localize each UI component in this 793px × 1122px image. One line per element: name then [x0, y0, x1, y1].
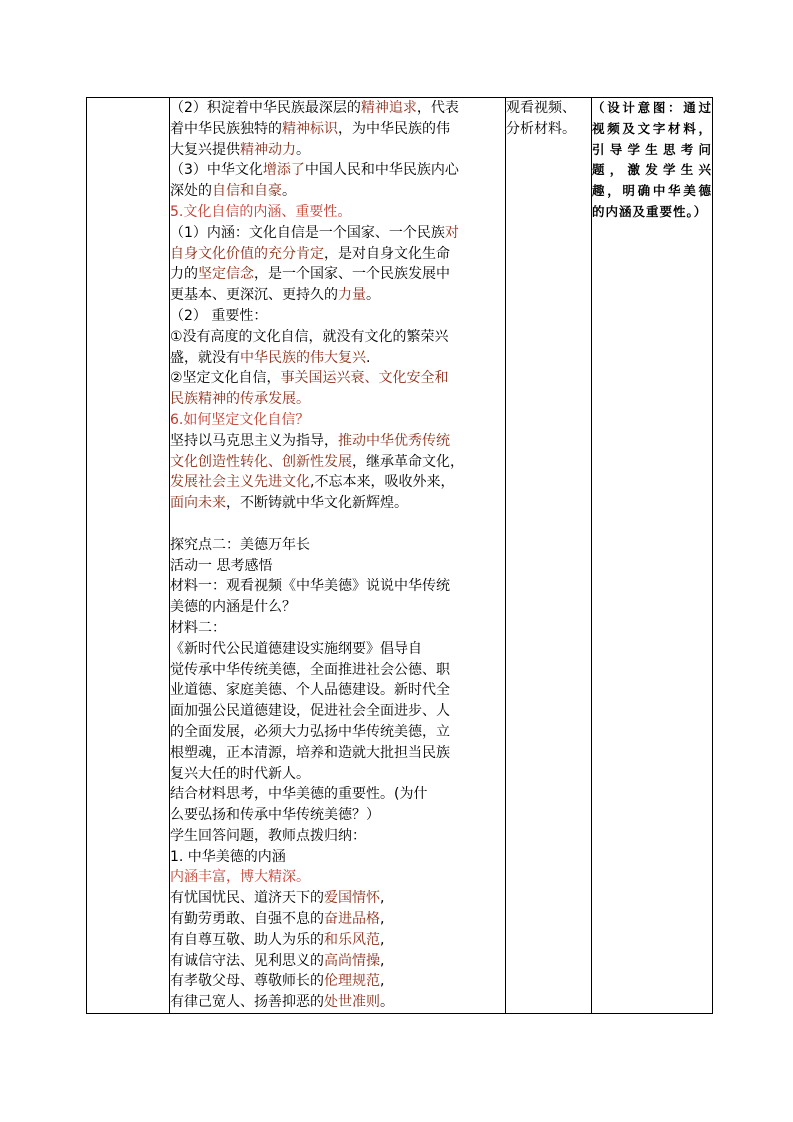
- content-text: 6.如何坚定文化自信？: [170, 411, 310, 428]
- content-text: 的全面发展，必须大力弘扬中华传统美德，立: [170, 723, 450, 740]
- content-line: [170, 847, 505, 868]
- content-text: （3）中华文化: [170, 162, 263, 179]
- content-text: 有忧国忧民、道济天下的: [170, 890, 324, 907]
- content-line: [170, 493, 505, 514]
- content-line: [170, 597, 505, 618]
- content-text: 深处的: [170, 183, 212, 200]
- content-line: [170, 368, 505, 389]
- content-text: 。: [282, 183, 296, 200]
- content-line: [170, 951, 505, 972]
- content-line: [170, 223, 505, 244]
- content-text: ，是一个国家、一个民族发展中: [254, 266, 450, 283]
- content-text: 美德的内涵是什么？: [170, 599, 296, 616]
- content-text: 处世准则: [324, 994, 380, 1011]
- content-line: [170, 556, 505, 577]
- content-text: 材料一：观看视频《中华美德》说说中华传统: [170, 578, 450, 595]
- content-text: 活动一 思考感悟: [170, 557, 273, 574]
- content-text: 精神追求: [360, 100, 417, 116]
- activity-line: 分析材料。: [506, 120, 576, 137]
- content-line: [170, 639, 505, 660]
- content-line: [170, 764, 505, 785]
- content-text: 更基本、更深沉、更持久的: [170, 287, 338, 304]
- content-text: ，代表: [416, 100, 459, 116]
- content-line: [170, 327, 505, 348]
- content-text: 《新时代公民道德建设实施纲要》倡导自: [170, 640, 422, 657]
- table-row: [87, 98, 713, 1014]
- content-line: [170, 930, 505, 951]
- content-text: 有勤劳勇敢、自强不息的: [170, 911, 324, 928]
- content-text: 推动中华优秀传统: [338, 432, 450, 449]
- content-text: 面加强公民道德建设，促进社会全面进步、人: [170, 703, 450, 720]
- content-text: 觉传承中华传统美德，全面推进社会公德、职: [170, 661, 450, 678]
- content-text: 自身文化价值的充分肯定: [170, 245, 324, 262]
- content-text: 精神动力: [240, 141, 296, 158]
- content-text: 着中华民族独特的: [170, 120, 282, 137]
- teaching-content-cell: [170, 98, 506, 1014]
- content-text: 事关国运兴衰、文化安全和: [280, 370, 449, 387]
- content-text: 复兴大任的时代新人。: [170, 765, 310, 782]
- content-text: 发展社会主义先进文化: [170, 474, 310, 491]
- content-line: [170, 909, 505, 930]
- content-line: [170, 867, 505, 888]
- content-text: ①没有高度的文化自信，就没有文化的繁荣兴: [170, 328, 449, 345]
- content-line: [170, 660, 505, 681]
- content-line: [170, 244, 505, 265]
- content-text: 奋进品格: [324, 911, 380, 928]
- content-text: 增添了: [262, 162, 305, 179]
- content-text: ,: [380, 890, 385, 907]
- content-line: [170, 722, 505, 743]
- content-line: [170, 140, 505, 161]
- content-line: [170, 888, 505, 909]
- content-text: 。: [380, 994, 394, 1011]
- design-intent-cell: [592, 98, 713, 1014]
- content-text: 坚定信念: [198, 266, 254, 283]
- content-line: [170, 285, 505, 306]
- content-line: [170, 784, 505, 805]
- activity-line: 观看视频、: [506, 100, 576, 116]
- content-text: ,: [380, 952, 385, 969]
- content-text: 1. 中华美德的内涵: [170, 848, 286, 865]
- content-text: 坚持以马克思主义为指导，: [170, 432, 338, 449]
- content-text: ，为中华民族的伟: [338, 120, 450, 137]
- content-line: [170, 160, 505, 181]
- content-text: ，继承革命文化，: [352, 453, 464, 470]
- content-text: 有自尊互敬、助人为乐的: [170, 931, 324, 948]
- lesson-plan-table: [86, 97, 713, 1014]
- content-text: 民族精神的传承发展。: [170, 391, 310, 408]
- content-text: ,: [380, 911, 385, 928]
- student-activity-cell: [506, 98, 592, 1014]
- content-line: [170, 98, 505, 119]
- content-text: 伦理规范: [324, 973, 380, 990]
- content-text: ,: [380, 931, 385, 948]
- content-text: 材料二：: [170, 619, 226, 636]
- content-text: .: [366, 349, 371, 366]
- content-text: 有律己宽人、扬善抑恶的: [170, 994, 324, 1011]
- content-line: [170, 826, 505, 847]
- content-text: 精神标识: [282, 120, 338, 137]
- content-line: [170, 743, 505, 764]
- content-text: 面向未来: [170, 495, 226, 512]
- content-text: 中华民族的伟大复兴: [240, 349, 366, 366]
- content-line: [170, 389, 505, 410]
- content-line: [170, 348, 505, 369]
- content-line: [170, 576, 505, 597]
- content-line: [170, 181, 505, 202]
- content-line: [170, 202, 505, 223]
- content-text: 中国人民和中华民族内心: [304, 162, 459, 179]
- content-text: 。: [366, 287, 380, 304]
- content-text: 爱国情怀: [324, 890, 380, 907]
- content-text: 自信和自豪: [212, 183, 282, 200]
- content-text: 盛，就没有: [170, 349, 240, 366]
- content-text: 探究点二：美德万年长: [170, 536, 310, 553]
- empty-left-cell: [87, 98, 170, 1014]
- content-text: 根塑魂，正本清源，培养和造就大批担当民族: [170, 744, 450, 761]
- content-text: 5.文化自信的内涵、重要性。: [170, 203, 352, 220]
- content-line: [170, 452, 505, 473]
- content-text: 对: [444, 224, 459, 241]
- content-line: [170, 535, 505, 556]
- content-text: （2） 重要性：: [170, 307, 268, 324]
- content-line: [170, 264, 505, 285]
- content-text: ,: [380, 973, 385, 990]
- content-line: [170, 410, 505, 431]
- content-text: 内涵丰富，博大精深。: [170, 869, 310, 886]
- content-text: 和乐风范: [324, 931, 380, 948]
- content-line: [170, 306, 505, 327]
- content-line: [170, 618, 505, 639]
- content-line: [170, 514, 505, 535]
- content-line: [170, 805, 505, 826]
- content-text: ②坚定文化自信，: [170, 370, 281, 387]
- content-text: 有孝敬父母、尊敬师长的: [170, 973, 324, 990]
- content-text: （2）积淀着中华民族最深层的: [170, 100, 361, 116]
- content-text: 力量: [338, 287, 366, 304]
- content-text: 业道德、家庭美德、个人品德建设。新时代全: [170, 682, 450, 699]
- content-text: 高尚情操: [324, 952, 380, 969]
- content-text: 力的: [170, 266, 198, 283]
- design-intent-text: （设计意图：通过视频及文字材料，引导学生思考问题，激发学生兴趣，明确中华美德的内涵及重要性。）: [592, 100, 712, 219]
- content-line: [170, 472, 505, 493]
- content-line: [170, 701, 505, 722]
- content-text: 文化创造性转化、创新性发展: [170, 453, 352, 470]
- content-text: （1）内涵：文化自信是一个国家、一个民族: [170, 224, 445, 241]
- content-text: 。: [296, 141, 310, 158]
- content-text: 大复兴提供: [170, 141, 240, 158]
- content-line: [170, 992, 505, 1013]
- content-text: 结合材料思考，中华美德的重要性。(为什: [170, 786, 428, 803]
- content-text: ，是对自身文化生命: [324, 245, 450, 262]
- content-line: [170, 971, 505, 992]
- content-line: [170, 431, 505, 452]
- content-text: ,不忘本来，吸收外来，: [310, 474, 455, 491]
- content-text: 有诚信守法、见利思义的: [170, 952, 324, 969]
- content-text: 么要弘扬和传承中华传统美德？）: [170, 807, 380, 824]
- content-text: ，不断铸就中华文化新辉煌。: [226, 495, 408, 512]
- content-line: [170, 119, 505, 140]
- content-text: 学生回答问题，教师点拨归纳：: [170, 827, 366, 844]
- content-line: [170, 680, 505, 701]
